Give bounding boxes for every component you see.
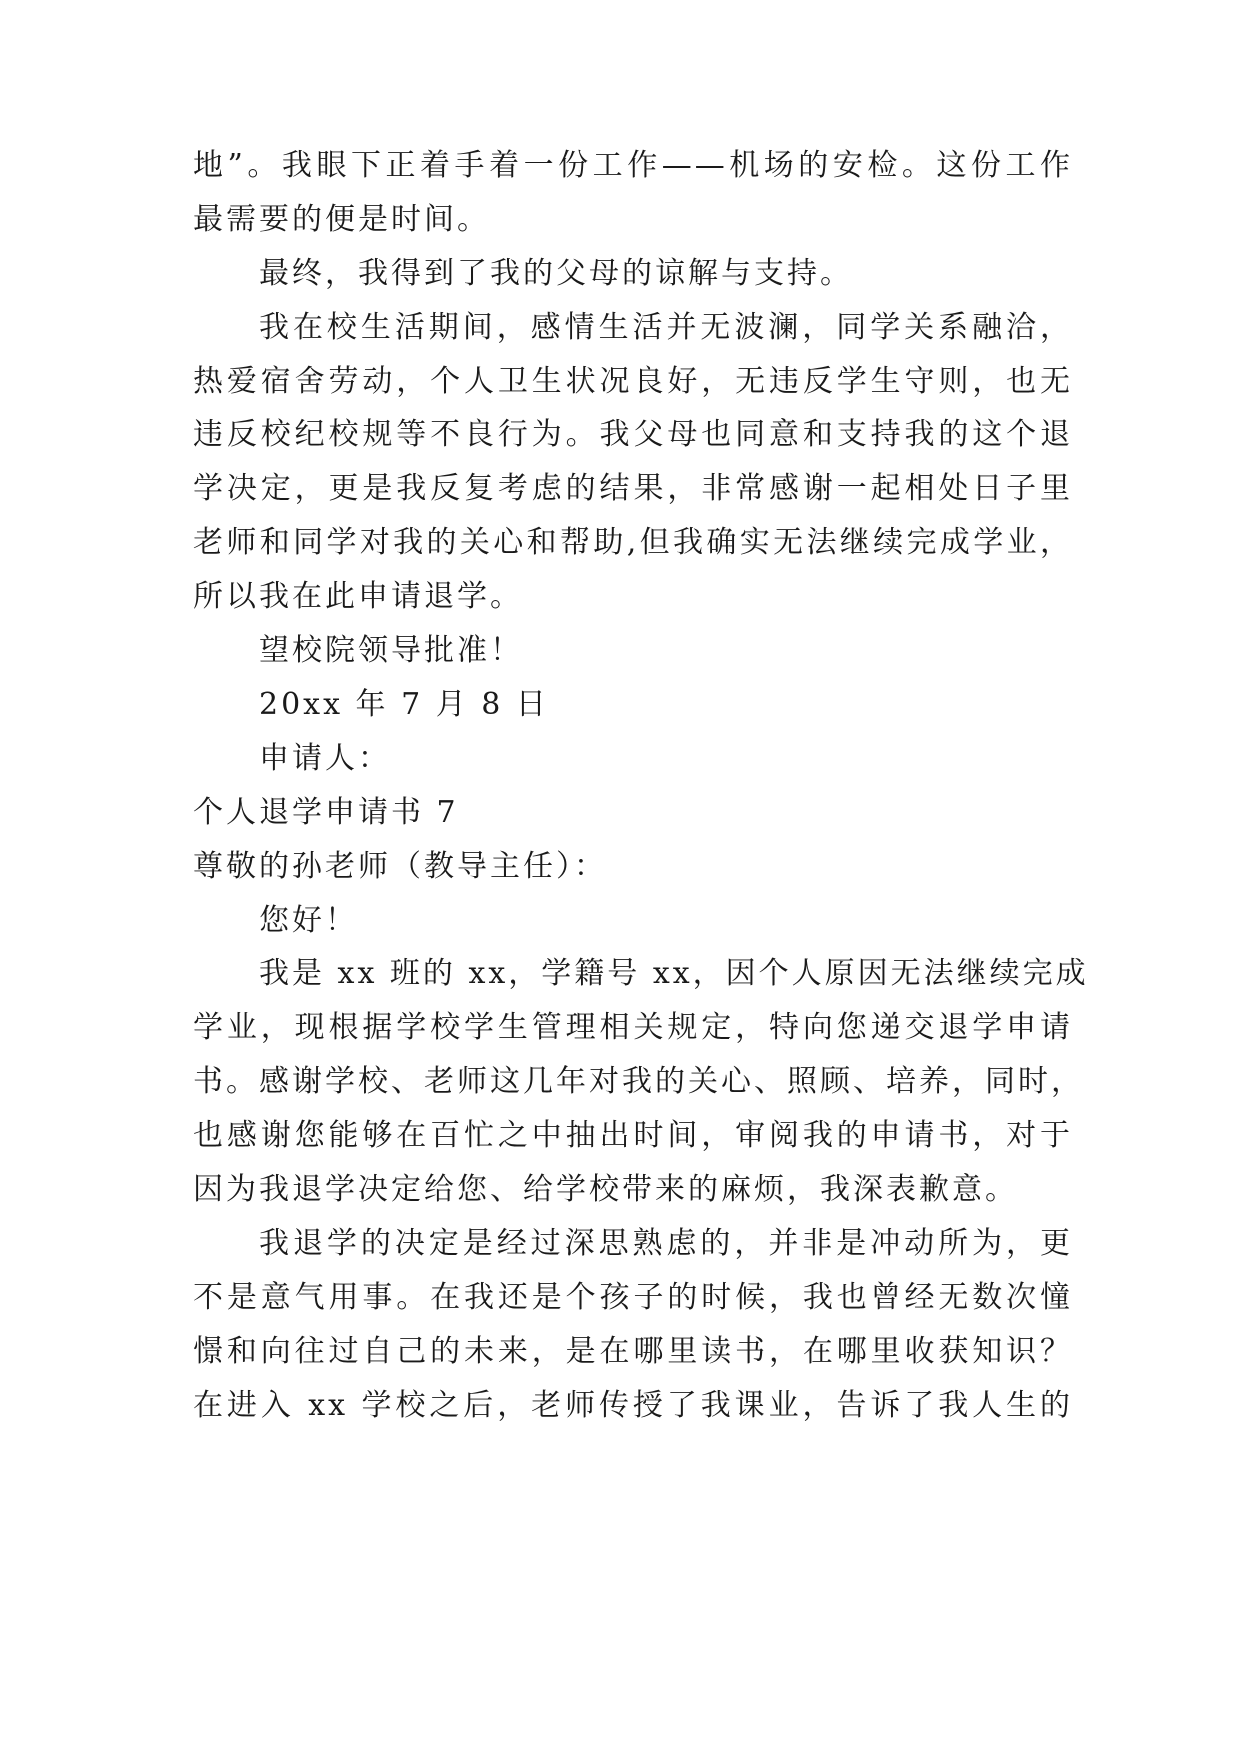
body-text-line: 最终，我得到了我的父母的谅解与支持。 (259, 256, 853, 291)
body-text-line: 热爱宿舍劳动，个人卫生状况良好，无违反学生守则，也无 (193, 364, 1073, 399)
body-text-line: 学决定，更是我反复考虑的结果，非常感谢一起相处日子里 (193, 471, 1073, 506)
body-text-line: 地”。我眼下正着手着一份工作——机场的安检。这份工作 (193, 148, 1073, 183)
body-text-line: 也感谢您能够在百忙之中抽出时间，审阅我的申请书，对于 (193, 1118, 1073, 1153)
letter-salutation: 尊敬的孙老师（教导主任）： (193, 849, 607, 884)
greeting: 您好！ (259, 903, 358, 938)
body-text-line: 因为我退学决定给您、给学校带来的麻烦，我深表歉意。 (193, 1172, 1018, 1207)
section-heading: 个人退学申请书 7 (193, 795, 459, 830)
body-text-line: 我是 xx 班的 xx，学籍号 xx，因个人原因无法继续完成 (259, 956, 1089, 991)
applicant-signature-label: 申请人： (259, 741, 391, 776)
closing-request: 望校院领导批准！ (259, 633, 523, 668)
body-text-line: 老师和同学对我的关心和帮助,但我确实无法继续完成学业， (193, 525, 1073, 560)
body-text-line: 书。感谢学校、老师这几年对我的关心、照顾、培养，同时， (193, 1064, 1084, 1099)
body-text-line: 最需要的便是时间。 (193, 202, 490, 237)
body-text-line: 不是意气用事。在我还是个孩子的时候，我也曾经无数次憧 (193, 1280, 1073, 1315)
body-text-line: 所以我在此申请退学。 (193, 579, 523, 614)
body-text-line: 违反校纪校规等不良行为。我父母也同意和支持我的这个退 (193, 417, 1073, 452)
body-text-line: 学业，现根据学校学生管理相关规定，特向您递交退学申请 (193, 1010, 1073, 1045)
body-text-line: 在进入 xx 学校之后，老师传授了我课业，告诉了我人生的 (193, 1388, 1073, 1423)
letter-date: 20xx 年 7 月 8 日 (259, 687, 549, 722)
body-text-line: 我在校生活期间，感情生活并无波澜，同学关系融洽， (259, 310, 1073, 345)
body-text-line: 憬和向往过自己的未来，是在哪里读书，在哪里收获知识？ (193, 1334, 1073, 1369)
body-text-line: 我退学的决定是经过深思熟虑的，并非是冲动所为，更 (259, 1226, 1073, 1261)
